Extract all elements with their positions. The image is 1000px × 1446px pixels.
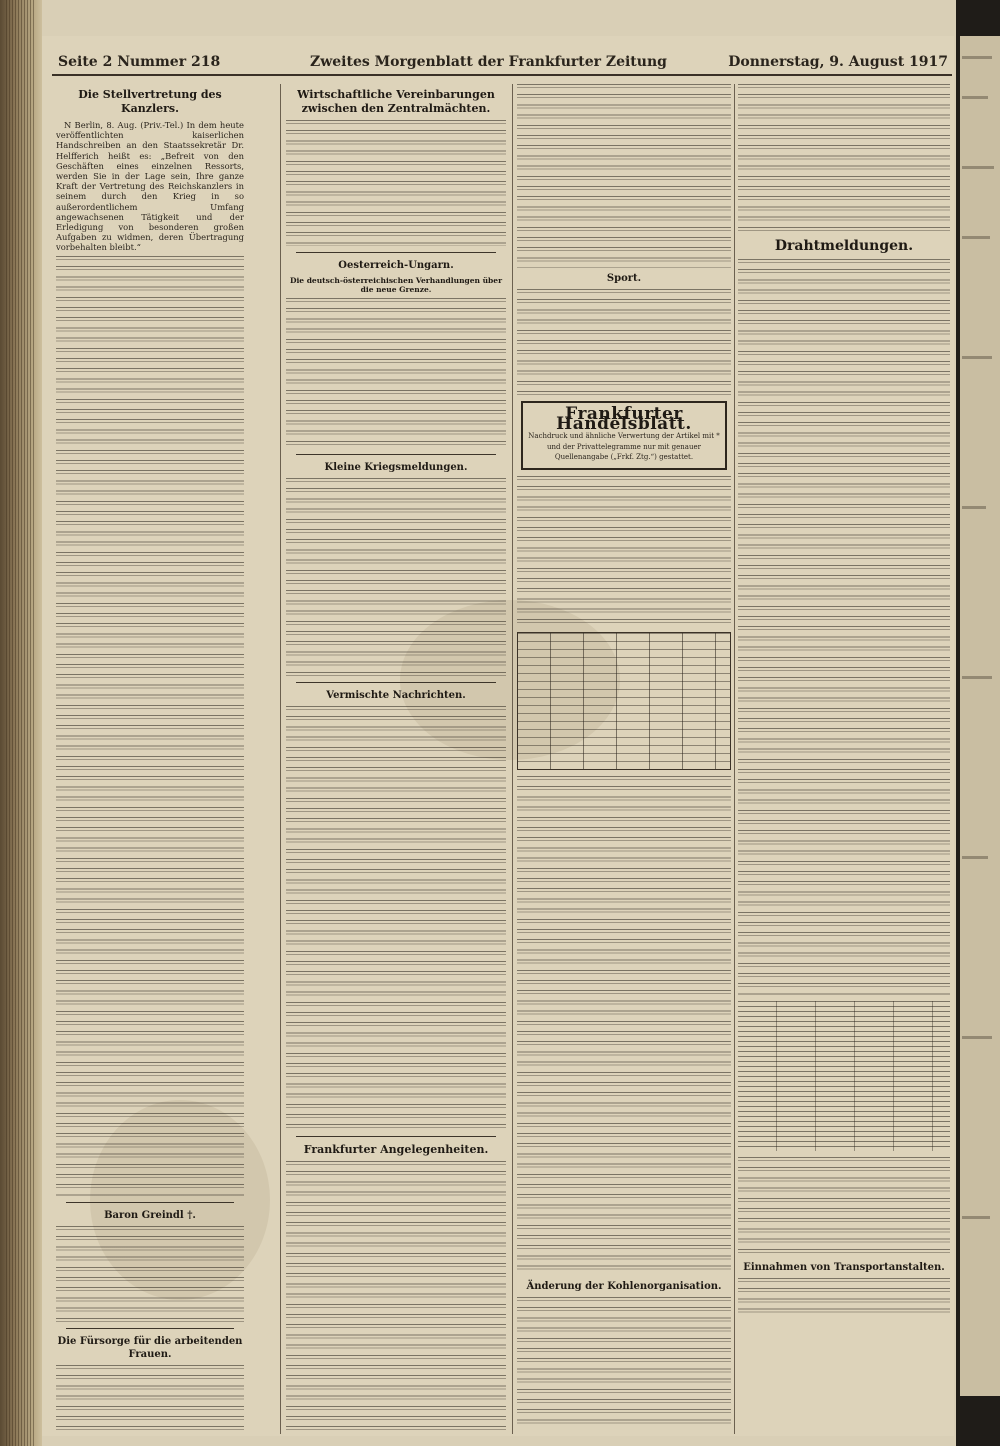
article-body bbox=[517, 1297, 731, 1427]
masthead bbox=[52, 52, 952, 76]
section-heading: Sport. bbox=[606, 273, 642, 284]
article-heading: Änderung der Kohlenorganisation. bbox=[526, 1281, 722, 1293]
article-heading: Baron Greindl †. bbox=[104, 1209, 196, 1221]
article-body bbox=[286, 120, 506, 246]
article-body bbox=[56, 1365, 244, 1434]
article-body bbox=[738, 1278, 950, 1318]
article-heading: Wirtschaftliche Vereinbarungen zwischen den Zentralmächten. bbox=[297, 88, 495, 115]
column-1 bbox=[56, 84, 244, 1434]
column-4 bbox=[738, 84, 950, 1434]
article-body bbox=[517, 476, 731, 626]
article-heading: Oesterreich-Ungarn. bbox=[338, 260, 454, 271]
section-heading: Drahtmeldungen. bbox=[774, 238, 914, 254]
column-2 bbox=[286, 84, 506, 1434]
article-body bbox=[738, 84, 950, 234]
article-body bbox=[286, 1161, 506, 1434]
article-body bbox=[738, 1157, 950, 1257]
column-3 bbox=[517, 84, 731, 1434]
column-rule bbox=[280, 84, 281, 1434]
column-rule bbox=[512, 84, 513, 1434]
article-heading: Die Fürsorge für die arbeitenden Frauen. bbox=[57, 1335, 243, 1360]
article-heading: Die Stellvertretung des Kanzlers. bbox=[78, 88, 222, 115]
column-rule bbox=[734, 84, 735, 1434]
section-banner-note: Nachdruck und ähnliche Verwertung der Artikel mit * und der Privattelegramme nur mit genauer Quellenangabe („Frkf. Ztg.“) gestattet. bbox=[528, 432, 720, 461]
article-heading: Kleine Kriegsmeldungen. bbox=[324, 462, 468, 473]
article-heading: Vermischte Nachrichten. bbox=[326, 690, 466, 701]
article-body bbox=[738, 259, 950, 995]
newspaper-title: Zweites Morgenblatt der Frankfurter Zeitung bbox=[310, 54, 667, 70]
article-heading: Einnahmen von Transportanstalten. bbox=[743, 1262, 945, 1273]
page-number: Seite 2 Nummer 218 bbox=[58, 54, 221, 70]
article-lead: N Berlin, 8. Aug. (Priv.-Tel.) In dem heute veröffentlichten kaiserlichen Handschreiben an den Staatssekretär Dr. Helfferich heißt es: „Befreit von den Geschäften eines einzelnen Ressorts, werden Sie in der Lage sein, Ihre ganze Kraft der Vertretung des Reichskanzlers in seinem durch den Krieg in so außerordentlichem Umfang angewachsenen Tätigkeit und der Erledigung von besonderen großen Aufgaben zu widmen, deren Übertragung vorbehalten bleibt.“ bbox=[56, 120, 244, 253]
article-subheading: Die deutsch-österreichischen Verhandlungen über die neue Grenze. bbox=[289, 276, 503, 294]
book-gutter bbox=[0, 0, 42, 1446]
issue-date: Donnerstag, 9. August 1917 bbox=[728, 54, 948, 70]
market-quotes-table bbox=[738, 1001, 950, 1151]
article-body bbox=[286, 298, 506, 448]
section-banner bbox=[521, 401, 727, 470]
article-body bbox=[286, 706, 506, 1130]
article-body bbox=[56, 1226, 244, 1322]
article-body bbox=[517, 84, 731, 268]
article-heading: Frankfurter Angelegenheiten. bbox=[303, 1143, 489, 1156]
balance-table bbox=[517, 632, 731, 770]
article-body bbox=[286, 478, 506, 676]
article-body bbox=[517, 289, 731, 395]
adjacent-page-edge bbox=[960, 36, 1000, 1396]
article-body bbox=[517, 776, 731, 1276]
article-body bbox=[56, 256, 244, 1196]
section-banner-title: Frankfurter Handelsblatt. bbox=[556, 404, 692, 435]
